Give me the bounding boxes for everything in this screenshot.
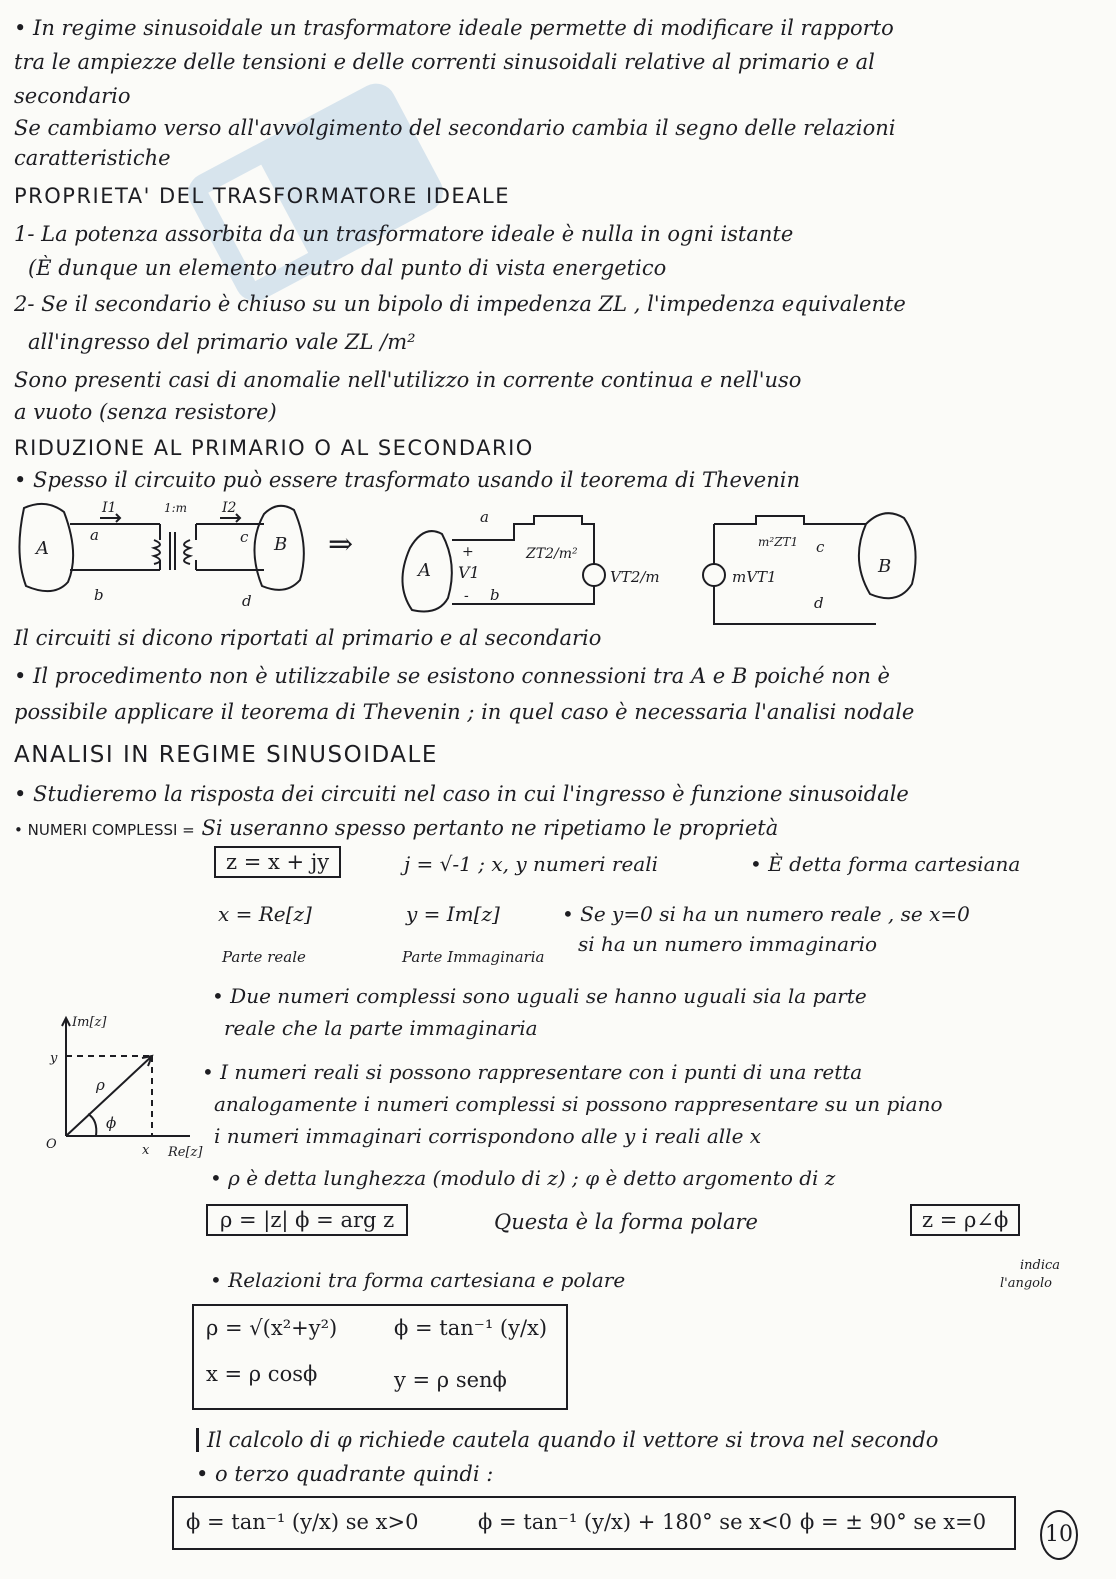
- formula-note: si ha un numero immaginario: [578, 932, 878, 956]
- node-label: d: [814, 594, 824, 612]
- node-label: d: [242, 592, 252, 610]
- circuit-diagram: [14, 494, 954, 630]
- formula-text: ϕ = tan⁻¹ (y/x) se x>0: [186, 1510, 419, 1534]
- text-line: • Il procedimento non è utilizzabile se esistono connessioni tra A e B poiché non è: [14, 664, 890, 688]
- text-line: • o terzo quadrante quindi :: [196, 1462, 494, 1486]
- text-line: • ρ è detta lunghezza (modulo di z) ; φ è detto argomento di z: [210, 1166, 836, 1190]
- node-label: a: [90, 526, 99, 544]
- text-line: Sono presenti casi di anomalie nell'utilizzo in corrente continua e nell'uso: [14, 368, 802, 392]
- voltage-label: V1: [458, 563, 480, 582]
- text-line: 1- La potenza assorbita da un trasformatore ideale è nulla in ogni istante: [14, 222, 794, 246]
- text-line: all'ingresso del primario vale ZL /m²: [28, 330, 416, 354]
- formula-box: z = ρ∠ϕ: [910, 1204, 1020, 1236]
- arrow-symbol: ⇒: [328, 527, 354, 562]
- complex-plane-diagram: [40, 1010, 210, 1160]
- formula-text: y = ρ senϕ: [394, 1368, 507, 1392]
- block-label: A: [418, 560, 431, 581]
- sign-label: +: [462, 544, 474, 560]
- node-label: b: [490, 586, 500, 604]
- axis-label: x: [142, 1143, 150, 1158]
- text-line: secondario: [14, 84, 131, 108]
- formula-caption: Parte Immaginaria: [402, 948, 545, 966]
- text-line: • Due numeri complessi sono uguali se hanno uguali sia la parte: [212, 984, 867, 1008]
- formula-text: ϕ = ± 90° se x=0: [800, 1510, 987, 1534]
- relations-box: [192, 1304, 568, 1410]
- block-label: A: [36, 538, 49, 559]
- formula-text: j = √-1 ; x, y numeri reali: [404, 852, 658, 876]
- ratio-label: 1:m: [164, 501, 188, 515]
- axis-label: O: [46, 1137, 57, 1152]
- topic-text: Si useranno spesso pertanto ne ripetiamo le proprietà: [201, 816, 779, 840]
- text-line: [14, 816, 778, 840]
- text-line: • Studieremo la risposta dei circuiti nel caso in cui l'ingresso è funzione sinusoidale: [14, 782, 909, 806]
- formula-text: ϕ = tan⁻¹ (y/x) + 180° se x<0: [478, 1510, 792, 1534]
- text-line: i numeri immaginari corrispondono alle y i reali alle x: [214, 1124, 762, 1148]
- section-title: RIDUZIONE AL PRIMARIO O AL SECONDARIO: [14, 436, 534, 460]
- text-line: reale che la parte immaginaria: [224, 1016, 538, 1040]
- axis-label: Re[z]: [168, 1145, 203, 1160]
- argument-label: ϕ: [106, 1114, 117, 1132]
- formula-caption: l'angolo: [1000, 1276, 1052, 1291]
- text-line: tra le ampiezze delle tensioni e delle correnti sinusoidali relative al primario e al: [14, 50, 875, 74]
- block-label: B: [274, 534, 288, 555]
- text-line: caratteristiche: [14, 146, 171, 170]
- impedance-label: m²ZT1: [758, 535, 799, 549]
- current-label: I2: [222, 500, 237, 516]
- text-line: a vuoto (senza resistore): [14, 400, 277, 424]
- cases-box: [172, 1496, 1016, 1550]
- node-label: b: [94, 586, 104, 604]
- formula-text: ρ = √(x²+y²): [206, 1316, 338, 1340]
- node-label: a: [480, 508, 489, 526]
- node-label: c: [816, 538, 825, 556]
- text-line: possibile applicare il teorema di Thevenin ; in quel caso è necessaria l'analisi nodale: [14, 700, 915, 724]
- page-number: 10: [1040, 1510, 1078, 1560]
- formula-caption: Parte reale: [222, 948, 306, 966]
- text-line: • Spesso il circuito può essere trasformato usando il teorema di Thevenin: [14, 468, 800, 492]
- text-line: (È dunque un elemento neutro dal punto di vista energetico: [28, 256, 667, 280]
- text-line: • Relazioni tra forma cartesiana e polare: [210, 1268, 626, 1292]
- modulus-label: ρ: [96, 1076, 105, 1094]
- text-line: Se cambiamo verso all'avvolgimento del secondario cambia il segno delle relazioni: [14, 116, 896, 140]
- impedance-label: ZT2/m²: [526, 546, 578, 562]
- text-line: • I numeri reali si possono rappresentare con i punti di una retta: [202, 1060, 863, 1084]
- axis-label: Im[z]: [72, 1015, 107, 1030]
- formula-text: ϕ = tan⁻¹ (y/x): [394, 1316, 548, 1340]
- formula-text: x = Re[z]: [218, 902, 312, 926]
- text-line: 2- Se il secondario è chiuso su un bipolo di impedenza ZL , l'impedenza equivalente: [14, 292, 906, 316]
- source-label: VT2/m: [610, 568, 660, 586]
- formula-box: z = x + jy: [214, 846, 341, 878]
- text-line: analogamente i numeri complessi si possono rappresentare su un piano: [214, 1092, 943, 1116]
- section-title: PROPRIETA' DEL TRASFORMATORE IDEALE: [14, 184, 511, 208]
- text-line: • In regime sinusoidale un trasformatore ideale permette di modificare il rapporto: [14, 16, 894, 40]
- formula-text: y = Im[z]: [406, 902, 500, 926]
- section-title: ANALISI IN REGIME SINUSOIDALE: [14, 742, 438, 768]
- formula-note: • Se y=0 si ha un numero reale , se x=0: [562, 902, 970, 926]
- text-line: Il circuiti si dicono riportati al primario e al secondario: [14, 626, 602, 650]
- formula-text: x = ρ cosϕ: [206, 1362, 318, 1386]
- topic-label: • NUMERI COMPLESSI =: [14, 821, 195, 839]
- current-label: I1: [102, 500, 117, 516]
- formula-box: ρ = |z| ϕ = arg z: [206, 1204, 408, 1236]
- block-label: B: [878, 556, 892, 577]
- sign-label: -: [464, 588, 469, 604]
- node-label: c: [240, 528, 249, 546]
- formula-caption: indica: [1020, 1258, 1061, 1273]
- formula-note: Questa è la forma polare: [494, 1210, 758, 1234]
- source-label: mVT1: [732, 568, 777, 586]
- text-line: Il calcolo di φ richiede cautela quando il vettore si trova nel secondo: [196, 1428, 938, 1452]
- axis-label: y: [50, 1051, 58, 1066]
- formula-note: • È detta forma cartesiana: [750, 852, 1021, 876]
